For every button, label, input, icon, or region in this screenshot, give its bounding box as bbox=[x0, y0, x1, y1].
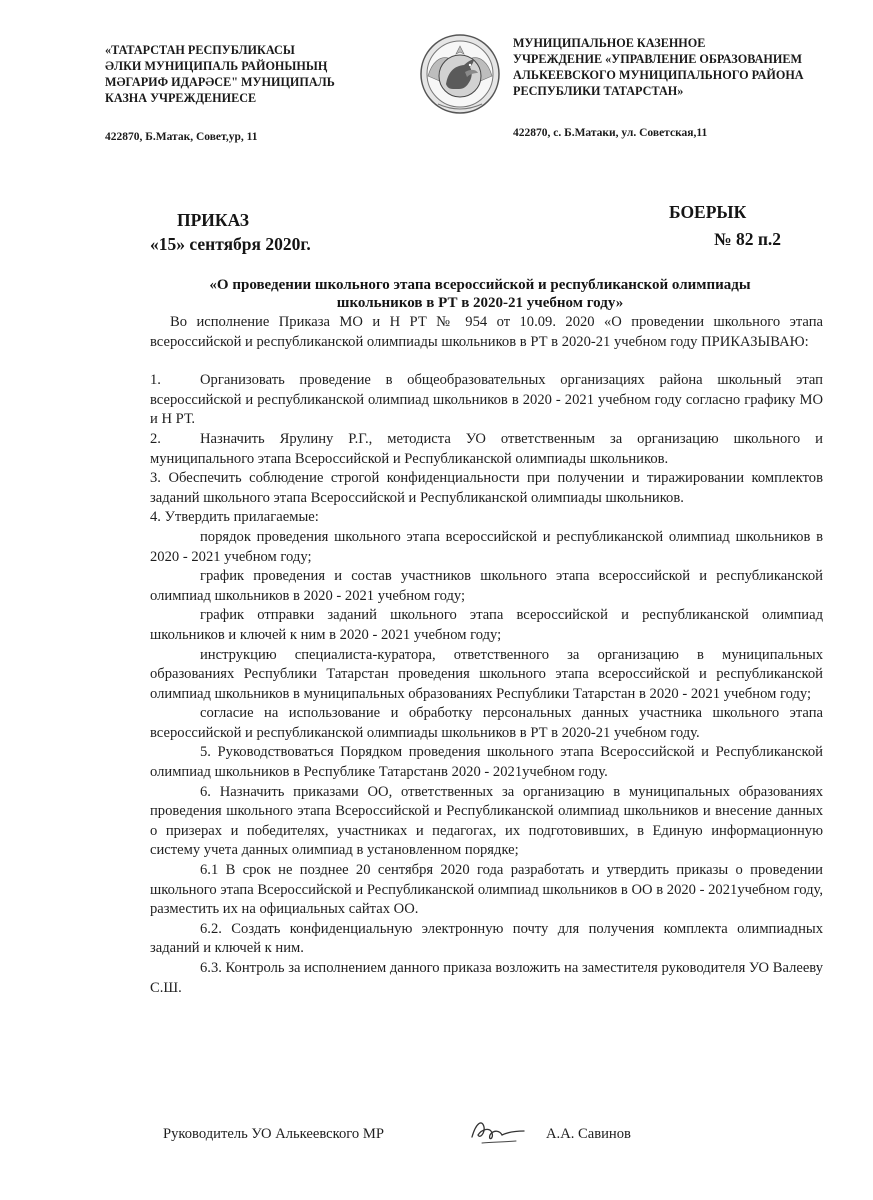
subject-line: «О проведении школьного этапа всероссийской и республиканской олимпиады bbox=[209, 277, 751, 293]
header-left-line: МӘГАРИФ ИДАРӘСЕ" МУНИЦИПАЛЬ bbox=[105, 75, 335, 89]
header-right-line: РЕСПУБЛИКИ ТАТАРСТАН» bbox=[513, 84, 684, 98]
header-left-line: ӘЛКИ МУНИЦИПАЛЬ РАЙОНЫНЫҢ bbox=[105, 59, 328, 73]
item-4-sub: согласие на использование и обработку персональных данных участника школьного этапа всероссийской и республиканской олимпиады школьников в РТ в 2020-21 учебном году. bbox=[150, 705, 823, 741]
item-4-sub: инструкцию специалиста-куратора, ответственного за организацию в муниципальных образованиях Республики Татарстан проведения школьного этапа всероссийской и республиканской олимпиад школьников в муниципальных образованиях Республики Татарстан в 2020 - 2021 учебном году; bbox=[150, 646, 823, 702]
header-right-line: МУНИЦИПАЛЬНОЕ КАЗЕННОЕ bbox=[513, 36, 706, 50]
item-6-2: 6.2. Создать конфиденциальную электронную почту для получения комплекта олимпиадных заданий и ключей к ним. bbox=[150, 920, 823, 957]
order-subject bbox=[150, 276, 810, 312]
header-left-block bbox=[105, 42, 335, 106]
item-2 bbox=[150, 430, 823, 469]
order-body bbox=[150, 313, 823, 998]
order-number: № 82 п.2 bbox=[714, 229, 782, 249]
item-text: Назначить Ярулину Р.Г., методиста УО ответственным за организацию школьного и муниципального этапа Всероссийской и Республиканской олимпиады школьников. bbox=[150, 430, 823, 467]
header-right-line: УЧРЕЖДЕНИЕ «УПРАВЛЕНИЕ ОБРАЗОВАНИЕМ bbox=[513, 52, 802, 66]
item-5: 5. Руководствоваться Порядком проведения школьного этапа Всероссийской и Республиканской олимпиад школьников в Республике Татарстанв 2020 - 2021учебном году. bbox=[150, 744, 823, 781]
signer-name: А.А. Савинов bbox=[546, 1126, 631, 1142]
header-right-address: 422870, с. Б.Матаки, ул. Советская,11 bbox=[513, 127, 708, 139]
item-4-sub: порядок проведения школьного этапа всероссийской и республиканской олимпиад школьников в 2020 - 2021 учебном году; bbox=[150, 528, 823, 565]
handwritten-signature bbox=[468, 1115, 528, 1149]
header-right-line: АЛЬКЕЕВСКОГО МУНИЦИПАЛЬНОГО РАЙОНА bbox=[513, 68, 804, 82]
item-number: 1. bbox=[150, 372, 161, 389]
item-6-1: 6.1 В срок не позднее 20 сентября 2020 года разработать и утвердить приказы о проведении школьного этапа Всероссийской и Республиканской олимпиад школьников в ОО в 2020 - 2021учебном году, разместить их на официальных сайтах ОО. bbox=[150, 862, 823, 918]
item-3: 3. Обеспечить соблюдение строгой конфиденциальности при получении и тиражировании комплектов заданий школьного этапа Всероссийской и Республиканской олимпиады школьников. bbox=[150, 470, 823, 506]
order-title-tt: БОЕРЫК bbox=[669, 202, 747, 222]
item-1 bbox=[150, 371, 823, 430]
signer-position: Руководитель УО Алькеевского МР bbox=[163, 1126, 384, 1142]
order-date: «15» сентября 2020г. bbox=[150, 234, 311, 254]
intro-paragraph: Во исполнение Приказа МО и Н РТ № 954 от 10.09. 2020 «О проведении школьного этапа всероссийской и республиканской олимпиады школьников в РТ в 2020-21 учебном году ПРИКАЗЫВАЮ: bbox=[150, 314, 823, 350]
item-6: 6. Назначить приказами ОО, ответственных за организацию в муниципальных образованиях проведения школьного этапа Всероссийской и Республиканской олимпиад школьников и внесение данных о призерах и победителях, участниках и педагогах, их подготовивших, в Единую информационную систему учета данных олимпиад в установленном порядке; bbox=[150, 783, 823, 859]
item-text: Организовать проведение в общеобразовательных организациях района школьный этап всероссийской и республиканской олимпиад школьников в 2020 - 2021 учебном году согласно графику МО и Н РТ. bbox=[150, 372, 823, 428]
subject-line: школьников в РТ в 2020-21 учебном году» bbox=[336, 295, 624, 311]
item-number: 2. bbox=[150, 430, 161, 447]
header-left-address: 422870, Б.Матак, Совет,ур, 11 bbox=[105, 131, 258, 143]
header-right-block bbox=[513, 35, 804, 99]
item-4: 4. Утвердить прилагаемые: bbox=[150, 509, 319, 526]
order-title-ru: ПРИКАЗ bbox=[177, 210, 250, 230]
item-4-sub: график проведения и состав участников школьного этапа всероссийской и республиканской олимпиад школьников в 2020 - 2021 учебном году; bbox=[150, 568, 823, 604]
tatarstan-emblem-icon bbox=[418, 32, 502, 116]
item-4-sub: график отправки заданий школьного этапа всероссийской и республиканской олимпиад школьников и ключей к ним в 2020 - 2021 учебном году; bbox=[150, 607, 823, 643]
header-left-line: «ТАТАРСТАН РЕСПУБЛИКАСЫ bbox=[105, 43, 295, 57]
header-left-line: КАЗНА УЧРЕЖДЕНИЕСЕ bbox=[105, 91, 257, 105]
item-6-3: 6.3. Контроль за исполнением данного приказа возложить на заместителя руководителя УО Валееву С.Ш. bbox=[150, 960, 823, 996]
